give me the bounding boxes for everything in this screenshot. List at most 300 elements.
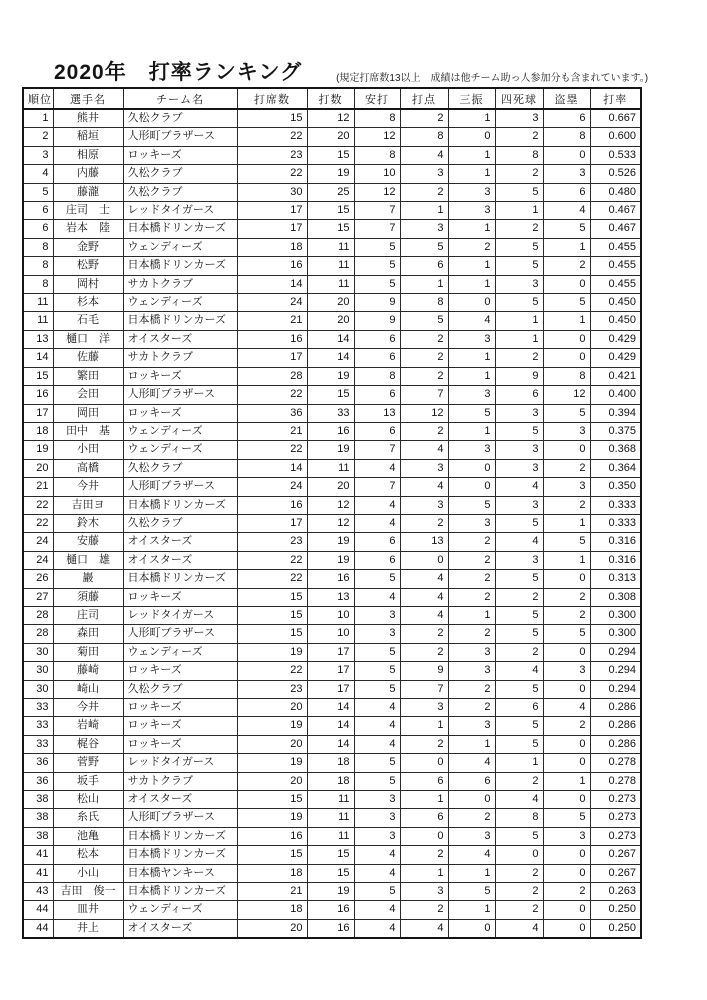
cell-plate-appearances: 19 — [237, 643, 307, 661]
cell-rank: 13 — [23, 330, 53, 348]
column-header-stolen-bases: 盗塁 — [543, 88, 590, 109]
cell-plate-appearances: 18 — [237, 864, 307, 882]
cell-stolen-bases: 2 — [543, 883, 590, 901]
cell-at-bats: 15 — [307, 220, 354, 238]
cell-strikeouts: 1 — [448, 165, 495, 183]
cell-strikeouts: 3 — [448, 386, 495, 404]
cell-walks: 0 — [495, 846, 543, 864]
cell-rank: 8 — [23, 275, 53, 293]
cell-at-bats: 14 — [307, 717, 354, 735]
cell-team-name: サカトクラブ — [123, 275, 237, 293]
cell-rbi: 3 — [400, 883, 448, 901]
cell-rank: 20 — [23, 459, 53, 477]
cell-plate-appearances: 18 — [237, 901, 307, 919]
cell-walks: 4 — [495, 662, 543, 680]
cell-rank: 3 — [23, 146, 53, 164]
cell-strikeouts: 2 — [448, 238, 495, 256]
cell-batting-average: 0.364 — [590, 459, 641, 477]
cell-rank: 17 — [23, 404, 53, 422]
cell-rbi: 12 — [400, 404, 448, 422]
cell-rbi: 1 — [400, 717, 448, 735]
cell-plate-appearances: 22 — [237, 441, 307, 459]
cell-strikeouts: 3 — [448, 643, 495, 661]
cell-plate-appearances: 15 — [237, 606, 307, 624]
cell-hits: 5 — [354, 662, 400, 680]
cell-team-name: ウェンディーズ — [123, 901, 237, 919]
cell-batting-average: 0.273 — [590, 827, 641, 845]
cell-player-name: 内藤 — [53, 165, 123, 183]
cell-at-bats: 33 — [307, 404, 354, 422]
cell-plate-appearances: 24 — [237, 478, 307, 496]
cell-at-bats: 11 — [307, 238, 354, 256]
cell-batting-average: 0.313 — [590, 570, 641, 588]
cell-rank: 5 — [23, 183, 53, 201]
cell-batting-average: 0.250 — [590, 919, 641, 938]
cell-strikeouts: 0 — [448, 459, 495, 477]
cell-plate-appearances: 17 — [237, 349, 307, 367]
cell-stolen-bases: 0 — [543, 349, 590, 367]
cell-rbi: 2 — [400, 643, 448, 661]
cell-player-name: 池亀 — [53, 827, 123, 845]
cell-hits: 7 — [354, 202, 400, 220]
table-row — [23, 312, 641, 330]
cell-team-name: ロッキーズ — [123, 588, 237, 606]
cell-walks: 3 — [495, 496, 543, 514]
cell-plate-appearances: 15 — [237, 588, 307, 606]
cell-rbi: 3 — [400, 699, 448, 717]
cell-hits: 5 — [354, 257, 400, 275]
cell-player-name: 菅野 — [53, 754, 123, 772]
cell-at-bats: 19 — [307, 551, 354, 569]
cell-rank: 22 — [23, 514, 53, 532]
cell-at-bats: 15 — [307, 202, 354, 220]
cell-walks: 3 — [495, 404, 543, 422]
cell-plate-appearances: 22 — [237, 570, 307, 588]
cell-at-bats: 16 — [307, 422, 354, 440]
cell-plate-appearances: 22 — [237, 551, 307, 569]
cell-batting-average: 0.263 — [590, 883, 641, 901]
table-row — [23, 404, 641, 422]
cell-rbi: 4 — [400, 478, 448, 496]
cell-stolen-bases: 5 — [543, 625, 590, 643]
cell-player-name: 石毛 — [53, 312, 123, 330]
cell-hits: 10 — [354, 165, 400, 183]
cell-walks: 3 — [495, 441, 543, 459]
table-row — [23, 257, 641, 275]
cell-strikeouts: 2 — [448, 809, 495, 827]
header-row — [23, 88, 641, 109]
table-row — [23, 625, 641, 643]
cell-strikeouts: 1 — [448, 349, 495, 367]
cell-rank: 33 — [23, 699, 53, 717]
cell-plate-appearances: 16 — [237, 827, 307, 845]
cell-stolen-bases: 1 — [543, 312, 590, 330]
cell-team-name: レッドタイガース — [123, 754, 237, 772]
cell-stolen-bases: 6 — [543, 183, 590, 201]
cell-plate-appearances: 18 — [237, 238, 307, 256]
cell-batting-average: 0.308 — [590, 588, 641, 606]
cell-batting-average: 0.273 — [590, 809, 641, 827]
page-title: 2020年 打率ランキング — [54, 61, 303, 84]
cell-team-name: オイスターズ — [123, 533, 237, 551]
cell-stolen-bases: 3 — [543, 478, 590, 496]
cell-plate-appearances: 22 — [237, 662, 307, 680]
cell-rank: 26 — [23, 570, 53, 588]
cell-at-bats: 12 — [307, 514, 354, 532]
cell-strikeouts: 1 — [448, 864, 495, 882]
cell-hits: 9 — [354, 312, 400, 330]
cell-strikeouts: 2 — [448, 680, 495, 698]
cell-batting-average: 0.350 — [590, 478, 641, 496]
cell-at-bats: 16 — [307, 901, 354, 919]
cell-strikeouts: 2 — [448, 551, 495, 569]
cell-plate-appearances: 20 — [237, 699, 307, 717]
cell-hits: 5 — [354, 570, 400, 588]
cell-at-bats: 16 — [307, 919, 354, 938]
cell-walks: 2 — [495, 349, 543, 367]
table-row — [23, 901, 641, 919]
cell-rank: 6 — [23, 202, 53, 220]
cell-rbi: 2 — [400, 109, 448, 128]
cell-hits: 5 — [354, 680, 400, 698]
column-header-plate-appearances: 打席数 — [237, 88, 307, 109]
cell-stolen-bases: 1 — [543, 238, 590, 256]
cell-rank: 1 — [23, 109, 53, 128]
cell-team-name: 日本橋ドリンカーズ — [123, 846, 237, 864]
cell-player-name: 高橋 — [53, 459, 123, 477]
cell-team-name: ロッキーズ — [123, 367, 237, 385]
cell-player-name: 鈴木 — [53, 514, 123, 532]
cell-stolen-bases: 8 — [543, 128, 590, 146]
cell-strikeouts: 4 — [448, 754, 495, 772]
cell-team-name: 久松クラブ — [123, 183, 237, 201]
cell-rbi: 7 — [400, 680, 448, 698]
cell-stolen-bases: 0 — [543, 919, 590, 938]
cell-stolen-bases: 0 — [543, 864, 590, 882]
cell-player-name: 森田 — [53, 625, 123, 643]
cell-at-bats: 19 — [307, 367, 354, 385]
cell-hits: 3 — [354, 809, 400, 827]
cell-stolen-bases: 2 — [543, 257, 590, 275]
cell-plate-appearances: 22 — [237, 165, 307, 183]
cell-at-bats: 17 — [307, 680, 354, 698]
cell-team-name: ロッキーズ — [123, 404, 237, 422]
cell-strikeouts: 3 — [448, 441, 495, 459]
column-header-hits: 安打 — [354, 88, 400, 109]
cell-rbi: 4 — [400, 606, 448, 624]
cell-batting-average: 0.667 — [590, 109, 641, 128]
cell-rbi: 2 — [400, 514, 448, 532]
cell-rank: 30 — [23, 680, 53, 698]
cell-team-name: 人形町ブラザース — [123, 809, 237, 827]
cell-stolen-bases: 0 — [543, 441, 590, 459]
table-row — [23, 330, 641, 348]
cell-hits: 6 — [354, 349, 400, 367]
cell-strikeouts: 1 — [448, 275, 495, 293]
cell-batting-average: 0.467 — [590, 202, 641, 220]
column-header-walks: 四死球 — [495, 88, 543, 109]
cell-at-bats: 15 — [307, 864, 354, 882]
cell-hits: 4 — [354, 901, 400, 919]
cell-player-name: 金野 — [53, 238, 123, 256]
cell-rbi: 1 — [400, 864, 448, 882]
table-row — [23, 294, 641, 312]
cell-rbi: 2 — [400, 367, 448, 385]
cell-stolen-bases: 0 — [543, 735, 590, 753]
cell-player-name: 田中 基 — [53, 422, 123, 440]
table-row — [23, 699, 641, 717]
cell-player-name: 岡村 — [53, 275, 123, 293]
cell-walks: 9 — [495, 367, 543, 385]
cell-team-name: 人形町ブラザース — [123, 478, 237, 496]
cell-plate-appearances: 19 — [237, 809, 307, 827]
cell-strikeouts: 1 — [448, 422, 495, 440]
cell-team-name: レッドタイガース — [123, 606, 237, 624]
cell-player-name: 小山 — [53, 864, 123, 882]
cell-rbi: 8 — [400, 128, 448, 146]
table-body — [23, 109, 641, 938]
cell-team-name: ロッキーズ — [123, 662, 237, 680]
cell-plate-appearances: 36 — [237, 404, 307, 422]
cell-team-name: サカトクラブ — [123, 349, 237, 367]
cell-at-bats: 16 — [307, 570, 354, 588]
table-row — [23, 588, 641, 606]
cell-player-name: 相原 — [53, 146, 123, 164]
cell-batting-average: 0.450 — [590, 312, 641, 330]
cell-strikeouts: 1 — [448, 109, 495, 128]
table-row — [23, 146, 641, 164]
cell-plate-appearances: 17 — [237, 202, 307, 220]
cell-rbi: 3 — [400, 459, 448, 477]
cell-hits: 9 — [354, 294, 400, 312]
cell-hits: 4 — [354, 919, 400, 938]
cell-stolen-bases: 6 — [543, 109, 590, 128]
cell-rank: 28 — [23, 625, 53, 643]
cell-player-name: 熊井 — [53, 109, 123, 128]
cell-hits: 6 — [354, 330, 400, 348]
cell-rank: 38 — [23, 827, 53, 845]
cell-walks: 1 — [495, 312, 543, 330]
cell-player-name: 巖 — [53, 570, 123, 588]
cell-batting-average: 0.300 — [590, 625, 641, 643]
cell-player-name: 松野 — [53, 257, 123, 275]
cell-stolen-bases: 5 — [543, 220, 590, 238]
cell-strikeouts: 2 — [448, 625, 495, 643]
cell-rbi: 2 — [400, 330, 448, 348]
cell-hits: 4 — [354, 846, 400, 864]
cell-team-name: 久松クラブ — [123, 680, 237, 698]
cell-team-name: オイスターズ — [123, 919, 237, 938]
cell-walks: 5 — [495, 827, 543, 845]
cell-at-bats: 20 — [307, 312, 354, 330]
cell-team-name: ウェンディーズ — [123, 294, 237, 312]
cell-rank: 22 — [23, 496, 53, 514]
cell-at-bats: 20 — [307, 294, 354, 312]
cell-hits: 6 — [354, 533, 400, 551]
cell-hits: 4 — [354, 514, 400, 532]
cell-team-name: ロッキーズ — [123, 735, 237, 753]
cell-player-name: 吉田 俊一 — [53, 883, 123, 901]
cell-walks: 5 — [495, 183, 543, 201]
cell-batting-average: 0.294 — [590, 680, 641, 698]
cell-strikeouts: 5 — [448, 883, 495, 901]
cell-batting-average: 0.375 — [590, 422, 641, 440]
cell-hits: 6 — [354, 422, 400, 440]
cell-walks: 5 — [495, 257, 543, 275]
cell-rbi: 4 — [400, 588, 448, 606]
cell-stolen-bases: 2 — [543, 588, 590, 606]
cell-stolen-bases: 1 — [543, 772, 590, 790]
cell-hits: 12 — [354, 128, 400, 146]
cell-batting-average: 0.278 — [590, 754, 641, 772]
cell-strikeouts: 5 — [448, 496, 495, 514]
cell-player-name: 崎山 — [53, 680, 123, 698]
batting-average-ranking-table — [22, 87, 642, 939]
cell-hits: 4 — [354, 864, 400, 882]
cell-hits: 5 — [354, 275, 400, 293]
cell-player-name: 庄司 — [53, 606, 123, 624]
table-row — [23, 846, 641, 864]
cell-batting-average: 0.333 — [590, 496, 641, 514]
table-row — [23, 478, 641, 496]
cell-walks: 5 — [495, 606, 543, 624]
table-row — [23, 422, 641, 440]
cell-at-bats: 11 — [307, 827, 354, 845]
cell-walks: 2 — [495, 883, 543, 901]
cell-at-bats: 15 — [307, 386, 354, 404]
cell-stolen-bases: 1 — [543, 514, 590, 532]
cell-stolen-bases: 0 — [543, 330, 590, 348]
cell-hits: 5 — [354, 883, 400, 901]
cell-stolen-bases: 1 — [543, 551, 590, 569]
cell-hits: 3 — [354, 827, 400, 845]
cell-stolen-bases: 4 — [543, 699, 590, 717]
cell-plate-appearances: 23 — [237, 146, 307, 164]
cell-batting-average: 0.300 — [590, 606, 641, 624]
cell-rbi: 2 — [400, 735, 448, 753]
cell-rbi: 9 — [400, 662, 448, 680]
cell-player-name: 井上 — [53, 919, 123, 938]
cell-team-name: ウェンディーズ — [123, 643, 237, 661]
cell-stolen-bases: 0 — [543, 846, 590, 864]
cell-strikeouts: 5 — [448, 404, 495, 422]
cell-walks: 1 — [495, 330, 543, 348]
table-row — [23, 735, 641, 753]
cell-strikeouts: 1 — [448, 735, 495, 753]
cell-player-name: 坂手 — [53, 772, 123, 790]
cell-walks: 5 — [495, 570, 543, 588]
cell-rbi: 4 — [400, 919, 448, 938]
cell-team-name: オイスターズ — [123, 551, 237, 569]
cell-rank: 33 — [23, 735, 53, 753]
cell-at-bats: 10 — [307, 606, 354, 624]
column-header-batting-average: 打率 — [590, 88, 641, 109]
cell-hits: 13 — [354, 404, 400, 422]
cell-walks: 2 — [495, 643, 543, 661]
cell-at-bats: 20 — [307, 478, 354, 496]
cell-plate-appearances: 15 — [237, 109, 307, 128]
cell-stolen-bases: 0 — [543, 643, 590, 661]
cell-plate-appearances: 19 — [237, 717, 307, 735]
cell-hits: 4 — [354, 717, 400, 735]
cell-rank: 27 — [23, 588, 53, 606]
cell-team-name: 日本橋ドリンカーズ — [123, 220, 237, 238]
cell-team-name: 日本橋ドリンカーズ — [123, 496, 237, 514]
cell-plate-appearances: 14 — [237, 459, 307, 477]
cell-rank: 6 — [23, 220, 53, 238]
table-row — [23, 827, 641, 845]
cell-batting-average: 0.333 — [590, 514, 641, 532]
cell-team-name: オイスターズ — [123, 330, 237, 348]
cell-rbi: 2 — [400, 625, 448, 643]
cell-team-name: 久松クラブ — [123, 514, 237, 532]
cell-player-name: 松山 — [53, 791, 123, 809]
cell-plate-appearances: 21 — [237, 312, 307, 330]
cell-team-name: 日本橋ドリンカーズ — [123, 827, 237, 845]
cell-at-bats: 15 — [307, 146, 354, 164]
cell-team-name: オイスターズ — [123, 791, 237, 809]
cell-stolen-bases: 3 — [543, 165, 590, 183]
cell-strikeouts: 2 — [448, 570, 495, 588]
cell-rank: 28 — [23, 606, 53, 624]
cell-team-name: 日本橋ドリンカーズ — [123, 570, 237, 588]
cell-strikeouts: 2 — [448, 533, 495, 551]
cell-at-bats: 18 — [307, 754, 354, 772]
cell-at-bats: 14 — [307, 349, 354, 367]
table-row — [23, 772, 641, 790]
cell-walks: 5 — [495, 514, 543, 532]
cell-rank: 44 — [23, 901, 53, 919]
table-header — [23, 88, 641, 109]
cell-rbi: 6 — [400, 257, 448, 275]
cell-walks: 5 — [495, 680, 543, 698]
cell-rank: 18 — [23, 422, 53, 440]
table-row — [23, 165, 641, 183]
cell-stolen-bases: 0 — [543, 791, 590, 809]
cell-rank: 8 — [23, 257, 53, 275]
cell-player-name: 稲垣 — [53, 128, 123, 146]
cell-batting-average: 0.429 — [590, 349, 641, 367]
cell-hits: 3 — [354, 625, 400, 643]
cell-at-bats: 14 — [307, 699, 354, 717]
cell-rank: 24 — [23, 551, 53, 569]
cell-team-name: サカトクラブ — [123, 772, 237, 790]
table-row — [23, 643, 641, 661]
cell-strikeouts: 1 — [448, 146, 495, 164]
cell-rank: 30 — [23, 662, 53, 680]
column-header-strikeouts: 三振 — [448, 88, 495, 109]
cell-plate-appearances: 30 — [237, 183, 307, 201]
cell-strikeouts: 0 — [448, 294, 495, 312]
cell-player-name: 安藤 — [53, 533, 123, 551]
cell-plate-appearances: 14 — [237, 275, 307, 293]
cell-plate-appearances: 23 — [237, 680, 307, 698]
cell-at-bats: 14 — [307, 330, 354, 348]
cell-team-name: ロッキーズ — [123, 699, 237, 717]
cell-strikeouts: 1 — [448, 257, 495, 275]
table-row — [23, 441, 641, 459]
cell-walks: 4 — [495, 533, 543, 551]
cell-player-name: 藤瀧 — [53, 183, 123, 201]
cell-rbi: 1 — [400, 275, 448, 293]
cell-player-name: 佐藤 — [53, 349, 123, 367]
cell-team-name: 久松クラブ — [123, 459, 237, 477]
cell-batting-average: 0.316 — [590, 551, 641, 569]
cell-walks: 1 — [495, 202, 543, 220]
cell-player-name: 皿井 — [53, 901, 123, 919]
cell-strikeouts: 3 — [448, 330, 495, 348]
cell-strikeouts: 3 — [448, 183, 495, 201]
